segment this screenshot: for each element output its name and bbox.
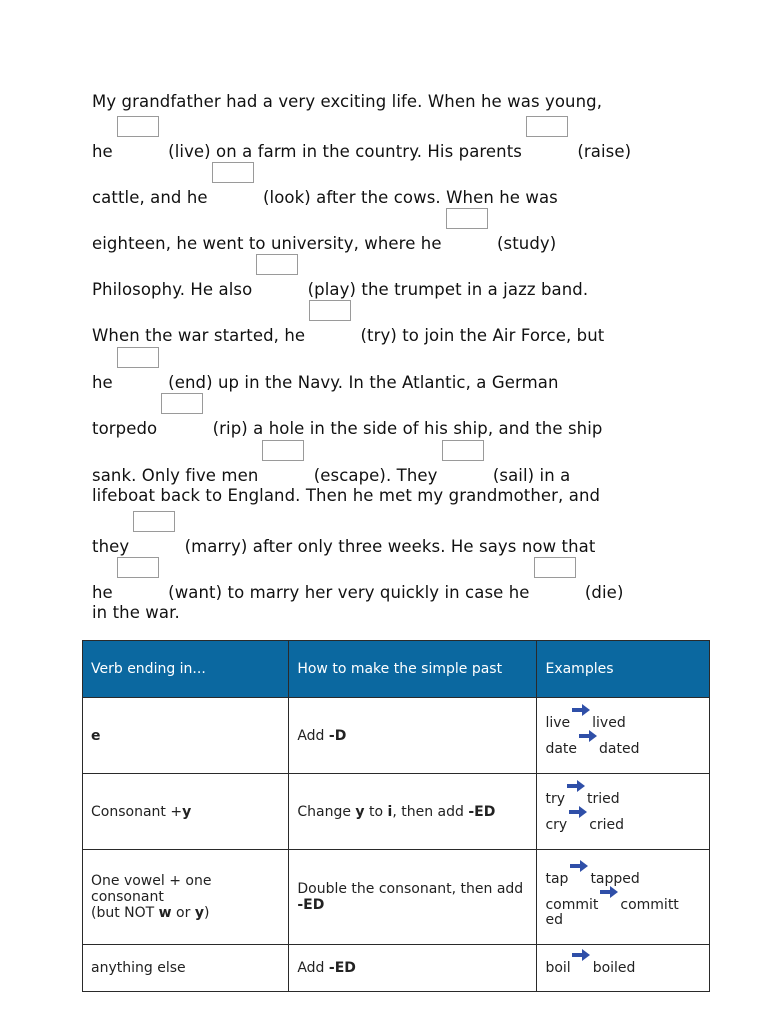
example-past-verb: committ <box>620 897 679 913</box>
examples-list <box>545 786 701 838</box>
simple-past-rules-table <box>82 640 710 992</box>
header-how-to: How to make the simple past <box>289 641 537 698</box>
answer-box[interactable] <box>117 347 159 368</box>
passage-text: (live) on a farm in the country. His parents <box>162 142 523 161</box>
rule-how-cell <box>289 774 537 850</box>
right-arrow-icon <box>572 704 590 716</box>
bold-term: w <box>158 905 172 921</box>
blank-study-input[interactable] <box>442 230 492 249</box>
example-pair <box>545 892 701 918</box>
cell-text: One vowel + one consonant <box>91 873 212 905</box>
blank-marry-input[interactable] <box>129 533 179 552</box>
example-past-verb: cried <box>589 816 625 833</box>
rule-row <box>83 945 710 992</box>
answer-box[interactable] <box>161 393 203 414</box>
passage-text: he <box>92 373 113 392</box>
cell-text: to <box>364 803 388 820</box>
examples-list <box>545 866 701 928</box>
passage-line <box>92 276 588 299</box>
passage-line <box>92 230 556 253</box>
passage-text: When the war started, he <box>92 326 306 345</box>
rule-examples-cell <box>537 945 710 992</box>
blank-end-input[interactable] <box>113 369 163 388</box>
right-arrow-icon <box>569 806 587 818</box>
table-header-row <box>83 641 710 698</box>
passage-text: in the war. <box>92 603 180 622</box>
passage-text: lifeboat back to England. Then he met my grandmother, and <box>92 486 601 505</box>
cell-text: , then add <box>392 803 469 820</box>
rule-how-cell <box>289 850 537 945</box>
right-arrow-icon <box>579 730 597 742</box>
passage-line <box>92 369 559 392</box>
passage-text: sank. Only five men <box>92 466 259 485</box>
blank-live-input[interactable] <box>113 138 163 157</box>
right-arrow-icon <box>600 886 618 898</box>
rule-ending-cell <box>83 850 289 945</box>
rule-row <box>83 698 710 774</box>
passage-text: (end) up in the Navy. In the Atlantic, a German <box>162 373 559 392</box>
passage-text: (want) to marry her very quickly in case he <box>162 583 530 602</box>
example-base-verb: commit <box>545 897 599 913</box>
blank-play-input[interactable] <box>252 276 302 295</box>
example-past-verb: lived <box>592 714 626 731</box>
bold-term: e <box>91 727 101 744</box>
cell-text: Change <box>297 803 356 820</box>
blank-die-input[interactable] <box>530 579 580 598</box>
answer-box[interactable] <box>117 116 159 137</box>
bold-term: -D <box>328 727 347 744</box>
passage-line <box>92 184 558 207</box>
example-base-verb: date <box>545 740 578 757</box>
example-wrap-tail: ed <box>545 912 563 928</box>
rule-examples-cell <box>537 774 710 850</box>
answer-box[interactable] <box>446 208 488 229</box>
example-past-verb: tried <box>587 790 620 807</box>
right-arrow-icon <box>567 780 585 792</box>
bold-term: -ED <box>297 897 325 913</box>
rule-examples-cell <box>537 850 710 945</box>
answer-box[interactable] <box>309 300 351 321</box>
rule-examples-cell <box>537 698 710 774</box>
example-past-verb: dated <box>599 740 640 757</box>
rule-ending-cell <box>83 774 289 850</box>
passage-text: torpedo <box>92 419 158 438</box>
cell-text: ) <box>203 905 210 921</box>
cell-text: Consonant + <box>91 803 183 820</box>
rule-ending-cell <box>83 698 289 774</box>
example-base-verb: live <box>545 714 571 731</box>
passage-text: (look) after the cows. When he was <box>257 188 558 207</box>
answer-box[interactable] <box>133 511 175 532</box>
blank-escape-input[interactable] <box>258 462 308 481</box>
blank-try-input[interactable] <box>305 322 355 341</box>
header-examples: Examples <box>537 641 710 698</box>
example-base-verb: cry <box>545 816 568 833</box>
blank-want-input[interactable] <box>113 579 163 598</box>
example-pair <box>545 812 701 838</box>
rule-row <box>83 774 710 850</box>
bold-term: y <box>194 905 204 921</box>
passage-text: cattle, and he <box>92 188 208 207</box>
passage-line <box>92 322 604 345</box>
passage-text: (study) <box>491 234 557 253</box>
passage-text: they <box>92 537 130 556</box>
rule-how-cell <box>289 945 537 992</box>
example-base-verb: boil <box>545 960 571 976</box>
passage-text: (escape). They <box>308 466 438 485</box>
rule-how-cell <box>289 698 537 774</box>
passage-line <box>92 486 600 505</box>
answer-box[interactable] <box>526 116 568 137</box>
right-arrow-icon <box>570 860 588 872</box>
cell-text: Add <box>297 727 329 744</box>
example-pair <box>545 710 701 736</box>
answer-box[interactable] <box>262 440 304 461</box>
passage-text: (play) the trumpet in a jazz band. <box>302 280 589 299</box>
right-arrow-icon <box>572 949 590 961</box>
passage-text: (rip) a hole in the side of his ship, and the ship <box>207 419 603 438</box>
bold-term: y <box>182 803 192 820</box>
example-pair <box>545 955 701 981</box>
cell-text: Double the consonant, then add <box>297 881 524 897</box>
blank-look-input[interactable] <box>208 184 258 203</box>
answer-box[interactable] <box>534 557 576 578</box>
passage-text: (raise) <box>572 142 632 161</box>
bold-term: i <box>387 803 393 820</box>
examples-list <box>545 955 701 981</box>
blank-rip-input[interactable] <box>157 415 207 434</box>
passage-line <box>92 533 595 556</box>
answer-box[interactable] <box>256 254 298 275</box>
passage-text: (die) <box>579 583 624 602</box>
bold-term: -ED <box>468 803 496 820</box>
blank-raise-input[interactable] <box>522 138 572 157</box>
cell-text: Add <box>297 960 329 976</box>
passage-line <box>92 579 623 602</box>
passage-text: (try) to join the Air Force, but <box>355 326 605 345</box>
answer-box[interactable] <box>442 440 484 461</box>
passage-line <box>92 138 631 161</box>
passage-text: (sail) in a <box>487 466 571 485</box>
rule-ending-cell <box>83 945 289 992</box>
answer-box[interactable] <box>212 162 254 183</box>
example-pair <box>545 736 701 762</box>
example-past-verb: boiled <box>592 960 636 976</box>
example-base-verb: try <box>545 790 565 807</box>
passage-text: eighteen, he went to university, where he <box>92 234 442 253</box>
rule-row <box>83 850 710 945</box>
passage-line <box>92 415 602 438</box>
passage-text: (marry) after only three weeks. He says now that <box>179 537 596 556</box>
cell-text: (but NOT <box>91 905 159 921</box>
example-pair <box>545 866 701 892</box>
example-past-verb: tapped <box>590 871 640 887</box>
passage-text: Philosophy. He also <box>92 280 253 299</box>
answer-box[interactable] <box>117 557 159 578</box>
passage-line <box>92 462 570 485</box>
passage-line <box>92 92 602 111</box>
passage-text: he <box>92 142 113 161</box>
examples-list <box>545 710 701 762</box>
header-verb-ending: Verb ending in... <box>83 641 289 698</box>
cell-text: anything else <box>91 960 186 976</box>
passage-line <box>92 603 180 622</box>
example-base-verb: tap <box>545 871 569 887</box>
passage-text: My grandfather had a very exciting life. When he was young, <box>92 92 603 111</box>
bold-term: -ED <box>328 960 356 976</box>
bold-term: y <box>355 803 365 820</box>
blank-sail-input[interactable] <box>438 462 488 481</box>
passage-text: he <box>92 583 113 602</box>
cell-text: or <box>171 905 195 921</box>
